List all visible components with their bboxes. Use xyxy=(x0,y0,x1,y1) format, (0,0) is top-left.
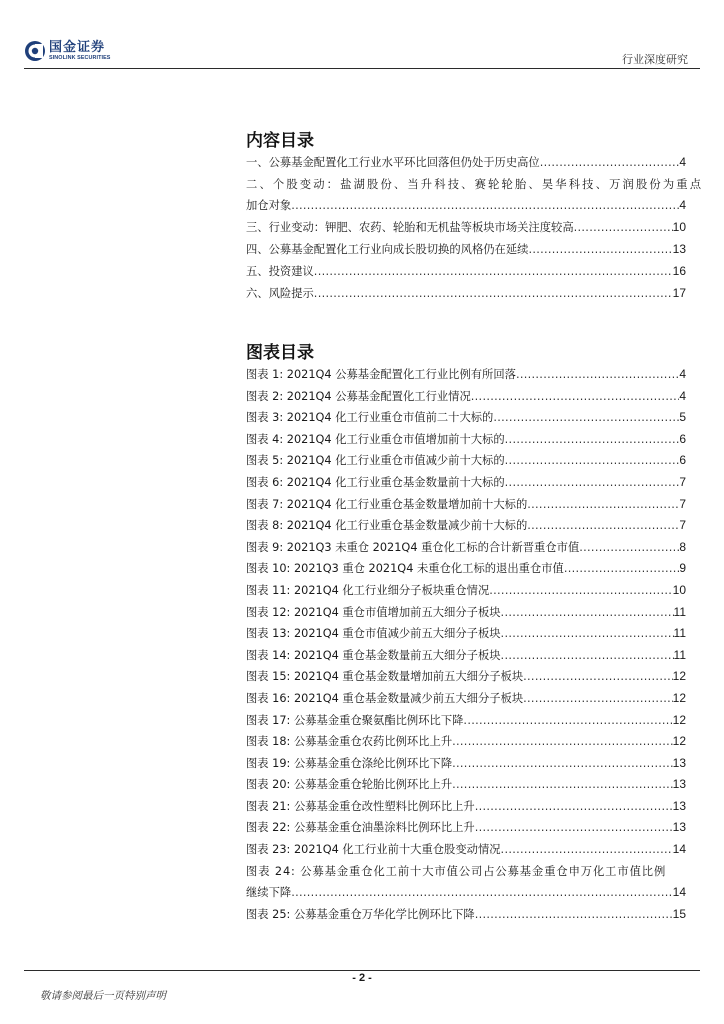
figure-toc-page: 11 xyxy=(673,626,686,641)
figure-toc-item[interactable] xyxy=(246,431,686,453)
figure-toc-item[interactable] xyxy=(246,647,686,669)
figure-toc-text: 图表 17: 公募基金重仓聚氨酯比例环比下降 xyxy=(246,713,464,727)
toc-item-continuation[interactable] xyxy=(246,197,686,219)
figure-toc-text: 图表 25: 公募基金重仓万华化学比例环比下降 xyxy=(246,907,475,921)
figure-toc-item[interactable] xyxy=(246,776,686,798)
figure-toc-page: 12 xyxy=(672,669,686,684)
figure-toc-item-continuation[interactable] xyxy=(246,884,686,906)
toc-item[interactable] xyxy=(246,263,686,285)
toc-item[interactable] xyxy=(246,241,686,263)
figure-toc-item[interactable] xyxy=(246,474,686,496)
figure-toc-item[interactable] xyxy=(246,582,686,604)
toc-item-page: 4 xyxy=(679,198,686,212)
figure-toc-item[interactable] xyxy=(246,906,686,928)
page-number: - 2 - xyxy=(352,972,372,984)
figure-toc-item[interactable] xyxy=(246,733,686,755)
figure-toc-page: 8 xyxy=(679,539,686,554)
header-divider xyxy=(24,68,700,69)
toc-item[interactable] xyxy=(246,219,686,241)
figure-toc-page: 15 xyxy=(672,906,686,921)
figure-toc-page: 4 xyxy=(679,388,686,403)
figure-toc-page: 12 xyxy=(672,712,686,727)
figure-toc-text: 图表 18: 公募基金重仓农药比例环比上升 xyxy=(246,735,453,749)
figure-toc-item[interactable] xyxy=(246,863,686,885)
figure-toc-text: 图表 5: 2021Q4 化工行业重仓市值减少前十大标的 xyxy=(246,454,505,468)
figure-toc-page: 13 xyxy=(672,755,686,770)
toc-item-page: 17 xyxy=(672,286,686,300)
toc-item-text-continued: 加仓对象 xyxy=(246,199,292,212)
figure-toc-text: 图表 24: 公募基金重仓化工前十大市值公司占公募基金重仓申万化工市值比例 xyxy=(246,864,667,878)
figure-toc-page: 4 xyxy=(679,367,686,381)
figure-toc-item[interactable] xyxy=(246,409,686,431)
figure-toc-text: 图表 9: 2021Q3 未重仓 2021Q4 重仓化工标的合计新晋重仓市值 xyxy=(246,540,580,554)
page-header xyxy=(24,38,700,68)
figure-toc-page: 12 xyxy=(672,734,686,749)
figure-toc-text: 图表 10: 2021Q3 重仓 2021Q4 未重仓化工标的退出重仓市值 xyxy=(246,562,564,576)
figure-toc-item[interactable] xyxy=(246,841,686,863)
figure-toc-item[interactable] xyxy=(246,668,686,690)
figure-toc-item[interactable] xyxy=(246,625,686,647)
figure-toc-text: 图表 4: 2021Q4 化工行业重仓市值增加前十大标的 xyxy=(246,432,505,446)
figure-toc-page: 6 xyxy=(679,431,686,446)
toc-item-page: 4 xyxy=(679,155,686,169)
figure-toc-item[interactable] xyxy=(246,388,686,410)
figures-list xyxy=(246,366,686,927)
figure-toc-item[interactable] xyxy=(246,517,686,539)
figure-toc-page: 12 xyxy=(672,690,686,705)
figure-toc-text: 图表 14: 2021Q4 重仓基金数量前五大细分子板块 xyxy=(246,648,501,662)
figure-toc-text: 图表 6: 2021Q4 化工行业重仓基金数量前十大标的 xyxy=(246,475,505,489)
toc-item[interactable] xyxy=(246,154,686,176)
toc-item[interactable] xyxy=(246,176,704,197)
figure-toc-text: 图表 2: 2021Q4 公募基金配置化工行业情况 xyxy=(246,389,471,403)
figure-toc-page: 11 xyxy=(673,647,686,662)
figure-toc-page: 13 xyxy=(672,777,686,792)
figure-toc-page: 10 xyxy=(672,582,686,597)
figure-toc-page: 7 xyxy=(679,496,686,511)
figure-toc-text: 图表 20: 公募基金重仓轮胎比例环比上升 xyxy=(246,778,453,792)
figure-toc-page: 13 xyxy=(672,820,686,835)
toc-item-page: 13 xyxy=(672,242,686,256)
sinolink-logo-icon xyxy=(24,40,46,62)
figure-toc-item[interactable] xyxy=(246,496,686,518)
toc-item[interactable] xyxy=(246,285,686,307)
figure-toc-text: 图表 3: 2021Q4 化工行业重仓市值前二十大标的 xyxy=(246,411,494,425)
figure-toc-page: 13 xyxy=(672,798,686,813)
figures-title: 图表目录 xyxy=(246,343,314,363)
figure-toc-item[interactable] xyxy=(246,604,686,626)
figure-toc-item[interactable] xyxy=(246,819,686,841)
figure-toc-text: 图表 15: 2021Q4 重仓基金数量增加前五大细分子板块 xyxy=(246,670,524,684)
figure-toc-item[interactable] xyxy=(246,755,686,777)
footer-divider xyxy=(24,970,700,971)
figure-toc-text: 图表 19: 公募基金重仓涤纶比例环比下降 xyxy=(246,756,453,770)
figure-toc-item[interactable] xyxy=(246,560,686,582)
figure-toc-text: 图表 21: 公募基金重仓改性塑料比例环比上升 xyxy=(246,799,475,813)
figure-toc-page: 14 xyxy=(672,842,686,857)
logo-chinese-name: 国金证券 xyxy=(49,39,106,55)
toc-item-text: 二、个股变动：盐湖股份、当升科技、赛轮轮胎、昊华科技、万润股份为重点 xyxy=(246,178,704,191)
figure-toc-text: 图表 8: 2021Q4 化工行业重仓基金数量减少前十大标的 xyxy=(246,519,528,533)
contents-list xyxy=(246,154,704,307)
figure-toc-page: 7 xyxy=(679,518,686,533)
toc-item-page: 10 xyxy=(672,220,686,234)
company-logo xyxy=(24,40,111,62)
disclaimer-note: 敬请参阅最后一页特别声明 xyxy=(40,990,166,1002)
figure-toc-item[interactable] xyxy=(246,539,686,561)
figure-toc-page: 7 xyxy=(679,474,686,489)
figure-toc-page: 14 xyxy=(672,885,686,900)
figure-toc-text: 图表 1: 2021Q4 公募基金配置化工行业比例有所回落 xyxy=(246,368,516,381)
figure-toc-page: 5 xyxy=(679,410,686,425)
figure-toc-page: 6 xyxy=(679,453,686,468)
figure-toc-text: 图表 23: 2021Q4 化工行业前十大重仓股变动情况 xyxy=(246,843,501,857)
figure-toc-text: 图表 12: 2021Q4 重仓市值增加前五大细分子板块 xyxy=(246,605,501,619)
contents-title: 内容目录 xyxy=(246,131,314,151)
toc-item-text: 五、投资建议 xyxy=(246,265,314,278)
figure-toc-text: 图表 22: 公募基金重仓油墨涂料比例环比上升 xyxy=(246,821,475,835)
figure-toc-text-continued: 继续下降 xyxy=(246,886,292,900)
figure-toc-text: 图表 11: 2021Q4 化工行业细分子板块重仓情况 xyxy=(246,583,490,597)
report-type: 行业深度研究 xyxy=(622,53,688,66)
toc-item-text: 四、公募基金配置化工行业向成长股切换的风格仍在延续 xyxy=(246,243,529,256)
logo-english-name: SINOLINK SECURITIES xyxy=(49,54,111,61)
figure-toc-text: 图表 13: 2021Q4 重仓市值减少前五大细分子板块 xyxy=(246,627,501,641)
figure-toc-item[interactable] xyxy=(246,690,686,712)
figure-toc-item[interactable] xyxy=(246,712,686,734)
figure-toc-item[interactable] xyxy=(246,798,686,820)
figure-toc-item[interactable] xyxy=(246,366,686,388)
figure-toc-page: 11 xyxy=(673,604,686,619)
figure-toc-item[interactable] xyxy=(246,452,686,474)
figure-toc-text: 图表 16: 2021Q4 重仓基金数量减少前五大细分子板块 xyxy=(246,691,524,705)
toc-item-text: 三、行业变动：钾肥、农药、轮胎和无机盐等板块市场关注度较高 xyxy=(246,221,574,234)
figure-toc-page: 9 xyxy=(679,561,686,576)
figure-toc-text: 图表 7: 2021Q4 化工行业重仓基金数量增加前十大标的 xyxy=(246,497,528,511)
toc-item-text: 一、公募基金配置化工行业水平环比回落但仍处于历史高位 xyxy=(246,156,540,169)
toc-item-page: 16 xyxy=(672,264,686,278)
toc-item-text: 六、风险提示 xyxy=(246,287,314,300)
